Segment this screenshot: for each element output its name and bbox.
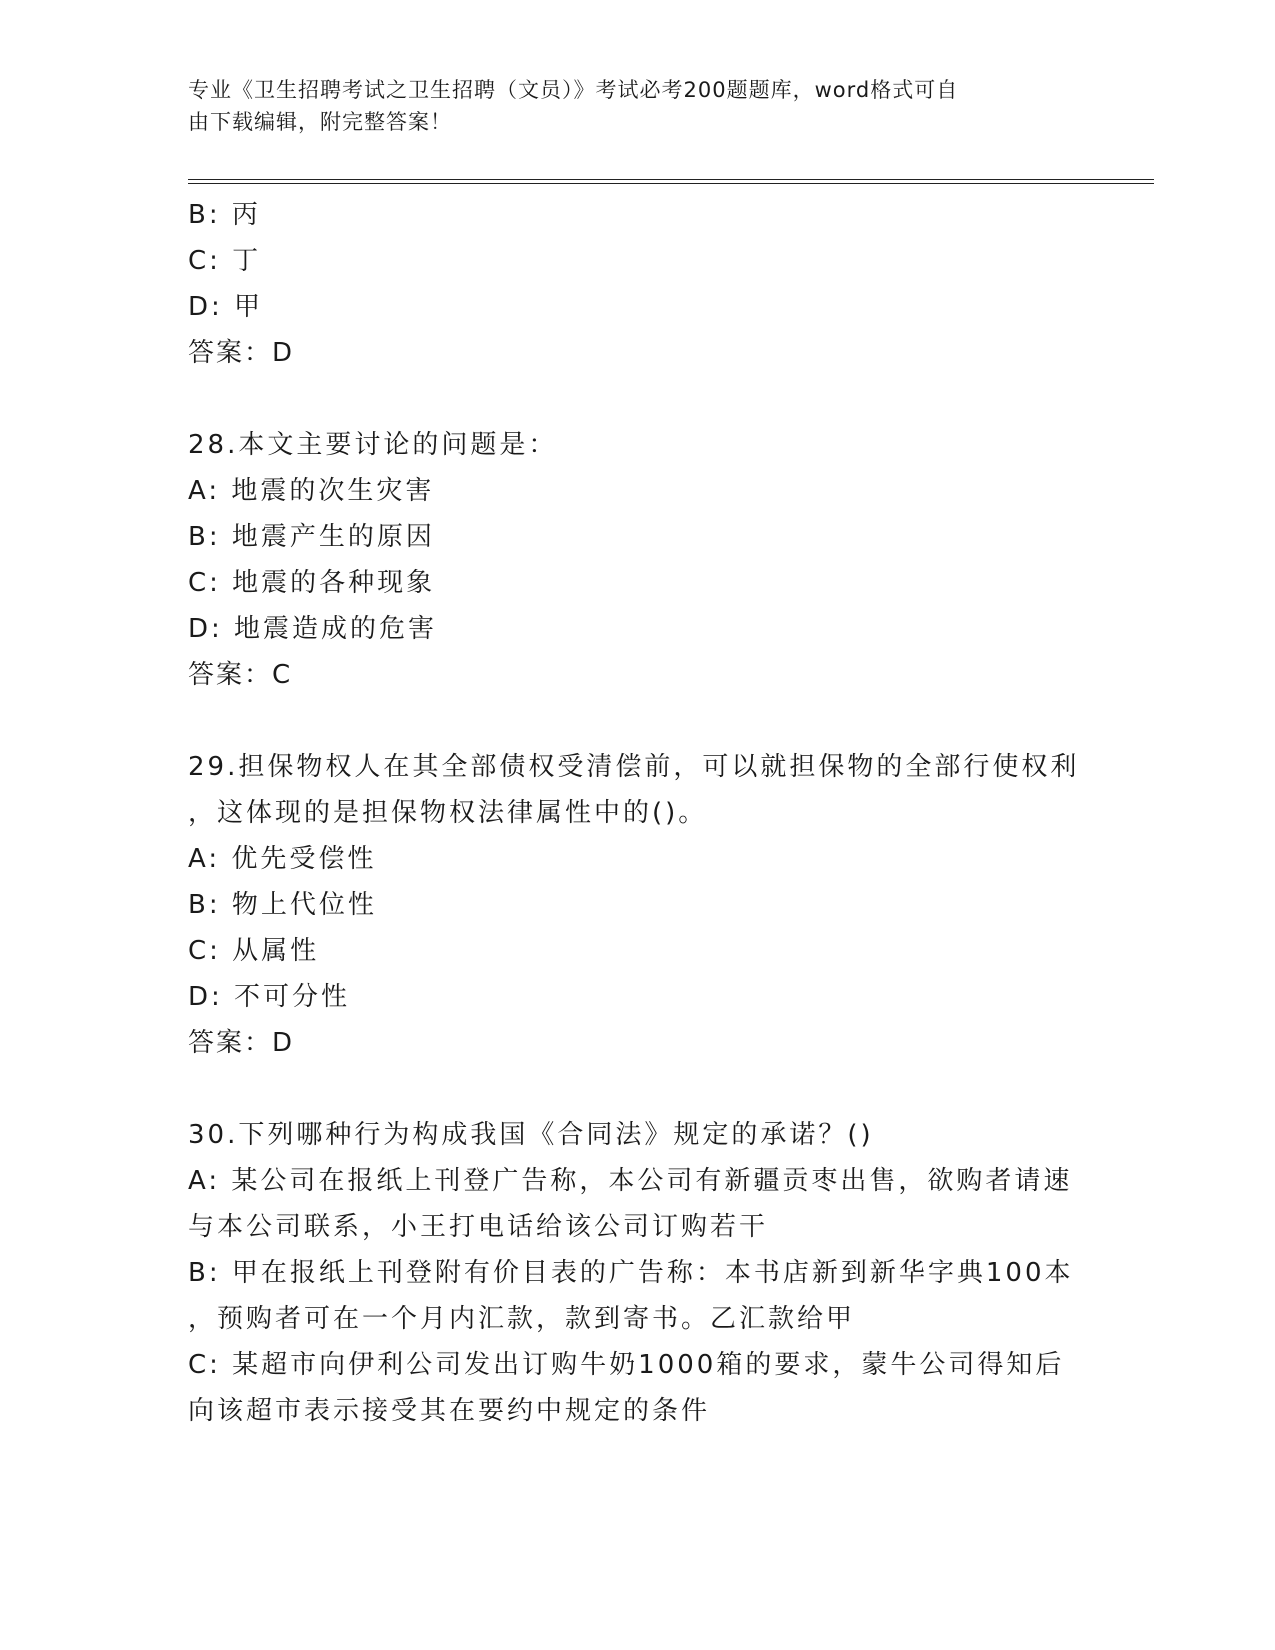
question-30-block bbox=[188, 1112, 1088, 1434]
q30-option-a-line-2: 与本公司联系，小王打电话给该公司订购若干 bbox=[188, 1212, 769, 1242]
q28-option-c: C: 地震的各种现象 bbox=[188, 568, 436, 598]
q29-option-a: A: 优先受偿性 bbox=[188, 844, 377, 874]
q29-option-d: D: 不可分性 bbox=[188, 982, 351, 1012]
header-line-2: 由下载编辑，附完整答案！ bbox=[188, 110, 452, 134]
q29-option-c: C: 从属性 bbox=[188, 936, 320, 966]
spacer bbox=[188, 1066, 1088, 1112]
q30-option-a-line-1: A: 某公司在报纸上刊登广告称，本公司有新疆贡枣出售，欲购者请速 bbox=[188, 1166, 1073, 1196]
q28-option-d: D: 地震造成的危害 bbox=[188, 614, 438, 644]
spacer bbox=[188, 376, 1088, 422]
question-28-block bbox=[188, 422, 1088, 698]
q29-question-line-1: 29.担保物权人在其全部债权受清偿前，可以就担保物的全部行使权利 bbox=[188, 752, 1080, 782]
q30-question: 30.下列哪种行为构成我国《合同法》规定的承诺？() bbox=[188, 1120, 874, 1150]
spacer bbox=[188, 698, 1088, 744]
header-line-1: 专业《卫生招聘考试之卫生招聘（文员）》考试必考200题题库，word格式可自 bbox=[188, 78, 959, 102]
q29-option-b: B: 物上代位性 bbox=[188, 890, 377, 920]
q27-option-c: C: 丁 bbox=[188, 246, 262, 276]
q30-option-c-line-2: 向该超市表示接受其在要约中规定的条件 bbox=[188, 1396, 711, 1426]
q30-option-b-line-1: B: 甲在报纸上刊登附有价目表的广告称：本书店新到新华字典100本 bbox=[188, 1258, 1074, 1288]
q28-option-b: B: 地震产生的原因 bbox=[188, 522, 435, 552]
q27-option-d: D: 甲 bbox=[188, 292, 264, 322]
q30-option-c-line-1: C: 某超市向伊利公司发出订购牛奶1000箱的要求，蒙牛公司得知后 bbox=[188, 1350, 1065, 1380]
question-content bbox=[188, 192, 1088, 1434]
question-27-block bbox=[188, 192, 1088, 376]
q27-answer: 答案：D bbox=[188, 338, 295, 368]
q28-option-a: A: 地震的次生灾害 bbox=[188, 476, 435, 506]
q29-question-line-2: ，这体现的是担保物权法律属性中的()。 bbox=[188, 798, 708, 828]
q29-answer: 答案：D bbox=[188, 1028, 295, 1058]
q30-option-b-line-2: ，预购者可在一个月内汇款，款到寄书。乙汇款给甲 bbox=[188, 1304, 856, 1334]
q28-answer: 答案：C bbox=[188, 660, 293, 690]
question-29-block bbox=[188, 744, 1088, 1066]
q27-option-b: B: 丙 bbox=[188, 200, 261, 230]
header-divider-bottom bbox=[188, 183, 1154, 184]
q28-question: 28.本文主要讨论的问题是： bbox=[188, 430, 558, 460]
header-divider-top bbox=[188, 179, 1154, 180]
document-header bbox=[188, 74, 1068, 138]
